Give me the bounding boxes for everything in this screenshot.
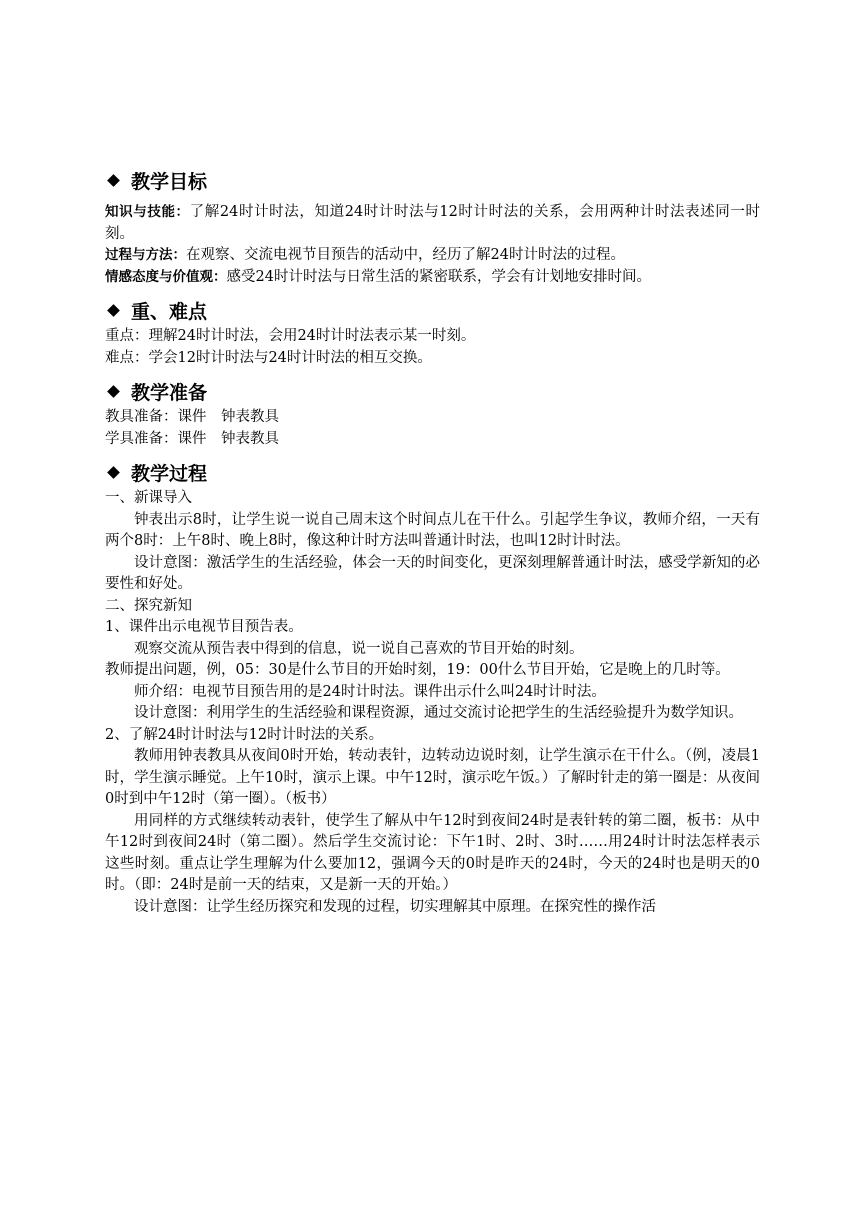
key-point-line: 难点：学会12时计时法与24时计时法的相互交换。 (105, 349, 432, 366)
diamond-bullet-icon (107, 174, 120, 187)
process-paragraph: 设计意图：利用学生的生活经验和课程资源，通过交流讨论把学生的生活经验提升为数学知识。 (134, 705, 743, 721)
section-heading-process (105, 456, 760, 488)
process-paragraph: 师介绍：电视节目预告用的是24时计时法。课件出示什么叫24时计时法。 (134, 683, 606, 700)
heading-text: 重、难点 (131, 300, 208, 323)
process-paragraph: 观察交流从预告表中得到的信息，说一说自己喜欢的节目开始的时刻。 (134, 640, 584, 657)
goal-item (105, 202, 760, 245)
process-paragraph: 1、课件出示电视节目预告表。 (105, 619, 303, 635)
key-point-line: 重点：理解24时计时法，会用24时计时法表示某一时刻。 (105, 328, 476, 344)
goal-item (105, 245, 760, 267)
process-paragraph: 二、探究新知 (105, 597, 192, 614)
preparation-line: 教具准备：课件 钟表教具 (105, 409, 279, 425)
heading-text: 教学过程 (131, 462, 208, 485)
process-paragraph: 用同样的方式继续转动表针，使学生了解从中午12时到夜间24时是表针转的第二圈，板书：从中午12时到夜间24时（第二圈）。然后学生交流讨论：下午1时、2时、3时……用24时计时法怎样表示这些时刻。重点让学生理解为什么要加12，强调今天的0时是昨天的24时，今天的24时也是明天的0时。（即：24时是前一天的结束，又是新一天的开始。） (105, 812, 760, 893)
process-paragraph: 一、新课导入 (105, 490, 192, 506)
section-heading-goals (105, 164, 760, 196)
process-paragraph: 设计意图：让学生经历探究和发现的过程，切实理解其中原理。在探究性的操作活 (134, 898, 656, 915)
process-paragraph: 教师提出问题，例，05：30是什么节目的开始时刻，19：00什么节目开始，它是晚上的几时等。 (105, 662, 730, 678)
goal-label: 情感态度与价值观： (105, 268, 227, 285)
preparation-line: 学具准备：课件 钟表教具 (105, 430, 279, 447)
diamond-bullet-icon (107, 304, 120, 317)
diamond-bullet-icon (107, 466, 120, 479)
section-heading-preparation (105, 375, 760, 407)
process-body (105, 488, 760, 918)
goal-label: 过程与方法： (105, 247, 186, 263)
goal-item (105, 267, 760, 289)
process-paragraph: 钟表出示8时，让学生说一说自己周末这个时间点儿在干什么。引起学生争议，教师介绍，一天有两个8时：上午8时、晚上8时，像这种计时方法叫普通计时法，也叫12时计时法。 (105, 511, 760, 549)
goal-text: 在观察、交流电视节目预告的活动中，经历了解24时计时法的过程。 (186, 247, 625, 263)
heading-text: 教学准备 (131, 381, 208, 404)
goal-text: 感受24时计时法与日常生活的紧密联系，学会有计划地安排时间。 (226, 268, 651, 285)
goal-label: 知识与技能： (105, 204, 190, 220)
diamond-bullet-icon (107, 385, 120, 398)
section-heading-key-points (105, 294, 760, 326)
heading-text: 教学目标 (131, 170, 208, 193)
document-body (105, 164, 760, 918)
goal-text: 了解24时计时法，知道24时计时法与12时计时法的关系，会用两种计时法表述同一时刻。 (105, 204, 760, 242)
process-paragraph: 教师用钟表教具从夜间0时开始，转动表针，边转动边说时刻，让学生演示在干什么。（例，凌晨1时，学生演示睡觉。上午10时，演示上课。中午12时，演示吃午饭。）了解时针走的第一圈是：从夜间0时到中午12时（第一圈）。（板书） (105, 748, 760, 807)
process-paragraph: 2、了解24时计时法与12时计时法的关系。 (105, 726, 384, 743)
process-paragraph: 设计意图：激活学生的生活经验，体会一天的时间变化，更深刻理解普通计时法，感受学新知的必要性和好处。 (105, 554, 760, 592)
